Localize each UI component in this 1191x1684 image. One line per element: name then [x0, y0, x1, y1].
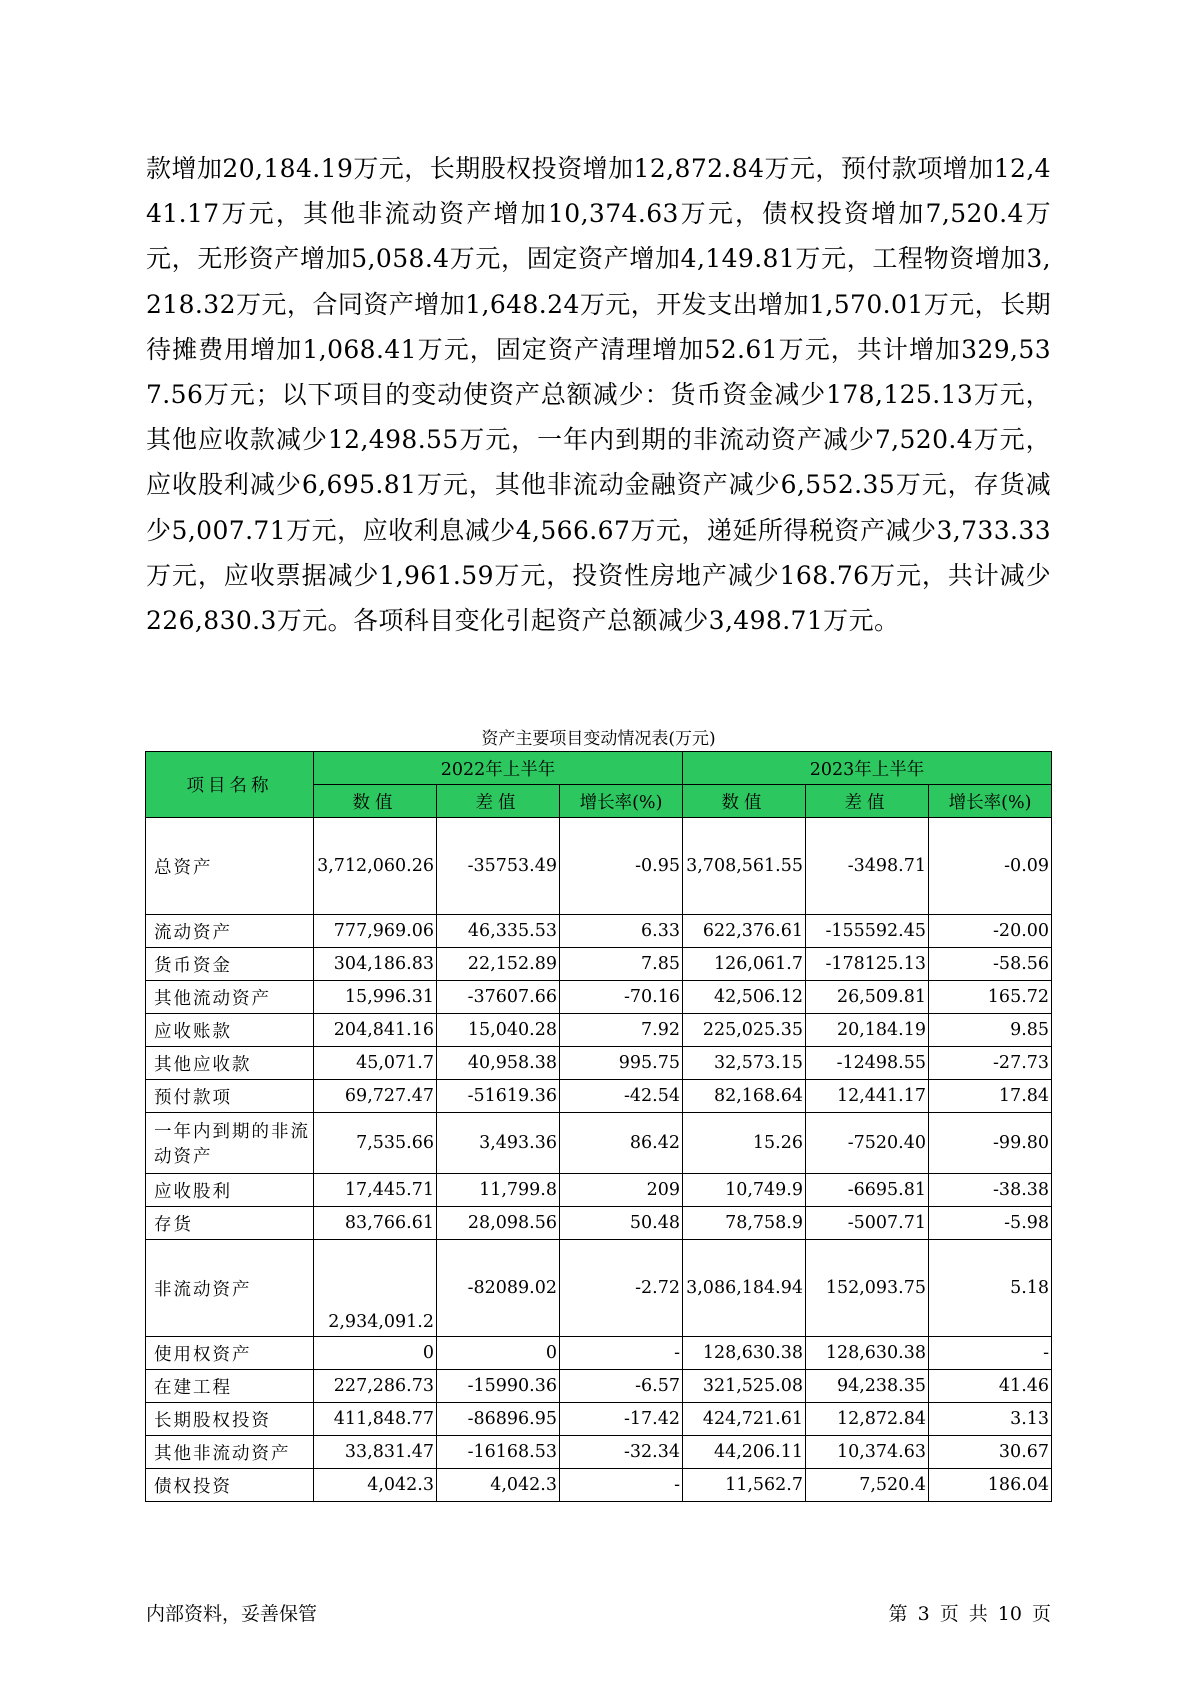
value-2023: 44,206.11 [683, 1436, 806, 1469]
value-2023: 321,525.08 [683, 1370, 806, 1403]
diff-2023: 12,872.84 [806, 1403, 929, 1436]
diff-2023: 7,520.4 [806, 1469, 929, 1502]
diff-2023: 10,374.63 [806, 1436, 929, 1469]
value-2023: 11,562.7 [683, 1469, 806, 1502]
rate-2022: -70.16 [560, 981, 683, 1014]
value-2022: 227,286.73 [314, 1370, 437, 1403]
value-2022: 17,445.71 [314, 1174, 437, 1207]
row-name: 流动资产 [146, 915, 314, 948]
diff-2023: -3498.71 [806, 818, 929, 915]
diff-2022: -16168.53 [437, 1436, 560, 1469]
rate-2023: 165.72 [929, 981, 1052, 1014]
value-2023: 225,025.35 [683, 1014, 806, 1047]
rate-2023: 17.84 [929, 1080, 1052, 1113]
value-2023: 10,749.9 [683, 1174, 806, 1207]
header-period-2022: 2022年上半年 [314, 752, 683, 785]
rate-2022: -32.34 [560, 1436, 683, 1469]
table-row [146, 1240, 1052, 1337]
row-name: 应收股利 [146, 1174, 314, 1207]
table-row [146, 1014, 1052, 1047]
diff-2023: -5007.71 [806, 1207, 929, 1240]
diff-2022: -51619.36 [437, 1080, 560, 1113]
table-row [146, 1174, 1052, 1207]
rate-2022: - [560, 1337, 683, 1370]
diff-2022: -35753.49 [437, 818, 560, 915]
table-row [146, 1113, 1052, 1174]
rate-2022: 995.75 [560, 1047, 683, 1080]
row-name: 总资产 [146, 818, 314, 915]
value-2023: 32,573.15 [683, 1047, 806, 1080]
table-row [146, 1207, 1052, 1240]
diff-2022: 40,958.38 [437, 1047, 560, 1080]
table-row [146, 818, 1052, 915]
rate-2022: 209 [560, 1174, 683, 1207]
body-paragraph: 款增加20,184.19万元，长期股权投资增加12,872.84万元，预付款项增加12,441.17万元，其他非流动资产增加10,374.63万元，债权投资增加7,520.4万元，无形资产增加5,058.4万元，固定资产增加4,149.81万元，工程物资增加3,218.32万元，合同资产增加1,648.24万元，开发支出增加1,570.01万元，长期待摊费用增加1,068.41万元，固定资产清理增加52.61万元，共计增加329,537.56万元；以下项目的变动使资产总额减少：货币资金减少178,125.13万元，其他应收款减少12,498.55万元，一年内到期的非流动资产减少7,520.4万元，应收股利减少6,695.81万元，其他非流动金融资产减少6,552.35万元，存货减少5,007.71万元，应收利息减少4,566.67万元，递延所得税资产减少3,733.33万元，应收票据减少1,961.59万元，投资性房地产减少168.76万元，共计减少226,830.3万元。各项科目变化引起资产总额减少3,498.71万元。 [146, 154, 1051, 636]
header-value-2022: 数值 [314, 785, 437, 818]
value-2022: 2,934,091.2 [314, 1240, 437, 1337]
diff-2023: -12498.55 [806, 1047, 929, 1080]
value-2022: 204,841.16 [314, 1014, 437, 1047]
rate-2022: -0.95 [560, 818, 683, 915]
value-2023: 128,630.38 [683, 1337, 806, 1370]
value-2022: 304,186.83 [314, 948, 437, 981]
row-name: 非流动资产 [146, 1240, 314, 1337]
header-diff-2022: 差值 [437, 785, 560, 818]
row-name: 长期股权投资 [146, 1403, 314, 1436]
rate-2023: 9.85 [929, 1014, 1052, 1047]
value-2023: 15.26 [683, 1113, 806, 1174]
diff-2022: -86896.95 [437, 1403, 560, 1436]
header-rate-2023: 增长率(%) [929, 785, 1052, 818]
table-row [146, 1337, 1052, 1370]
value-2023: 82,168.64 [683, 1080, 806, 1113]
row-name: 应收账款 [146, 1014, 314, 1047]
diff-2022: 4,042.3 [437, 1469, 560, 1502]
table-row [146, 981, 1052, 1014]
value-2022: 4,042.3 [314, 1469, 437, 1502]
diff-2023: 26,509.81 [806, 981, 929, 1014]
value-2022: 7,535.66 [314, 1113, 437, 1174]
header-period-2023: 2023年上半年 [683, 752, 1052, 785]
value-2023: 3,708,561.55 [683, 818, 806, 915]
diff-2022: 15,040.28 [437, 1014, 560, 1047]
row-name: 其他非流动资产 [146, 1436, 314, 1469]
rate-2023: 186.04 [929, 1469, 1052, 1502]
value-2022: 0 [314, 1337, 437, 1370]
row-name: 其他应收款 [146, 1047, 314, 1080]
row-name: 货币资金 [146, 948, 314, 981]
rate-2023: 5.18 [929, 1240, 1052, 1337]
header-item-name: 项目名称 [146, 752, 314, 818]
rate-2022: 86.42 [560, 1113, 683, 1174]
row-name: 在建工程 [146, 1370, 314, 1403]
rate-2023: -27.73 [929, 1047, 1052, 1080]
rate-2022: -2.72 [560, 1240, 683, 1337]
value-2022: 83,766.61 [314, 1207, 437, 1240]
diff-2023: 128,630.38 [806, 1337, 929, 1370]
header-rate-2022: 增长率(%) [560, 785, 683, 818]
value-2022: 33,831.47 [314, 1436, 437, 1469]
value-2023: 424,721.61 [683, 1403, 806, 1436]
row-name: 一年内到期的非流动资产 [146, 1113, 314, 1174]
diff-2023: 94,238.35 [806, 1370, 929, 1403]
rate-2022: - [560, 1469, 683, 1502]
value-2023: 622,376.61 [683, 915, 806, 948]
value-2022: 777,969.06 [314, 915, 437, 948]
diff-2022: -82089.02 [437, 1240, 560, 1337]
diff-2022: -15990.36 [437, 1370, 560, 1403]
rate-2023: -58.56 [929, 948, 1052, 981]
rate-2022: -6.57 [560, 1370, 683, 1403]
diff-2022: 0 [437, 1337, 560, 1370]
diff-2022: 28,098.56 [437, 1207, 560, 1240]
rate-2023: -38.38 [929, 1174, 1052, 1207]
diff-2022: -37607.66 [437, 981, 560, 1014]
value-2023: 126,061.7 [683, 948, 806, 981]
table-row [146, 1080, 1052, 1113]
rate-2023: -0.09 [929, 818, 1052, 915]
diff-2022: 22,152.89 [437, 948, 560, 981]
row-name: 使用权资产 [146, 1337, 314, 1370]
rate-2023: -5.98 [929, 1207, 1052, 1240]
row-name: 其他流动资产 [146, 981, 314, 1014]
rate-2023: 41.46 [929, 1370, 1052, 1403]
header-value-2023: 数值 [683, 785, 806, 818]
diff-2023: -155592.45 [806, 915, 929, 948]
value-2022: 411,848.77 [314, 1403, 437, 1436]
rate-2022: 50.48 [560, 1207, 683, 1240]
rate-2022: -17.42 [560, 1403, 683, 1436]
diff-2023: 152,093.75 [806, 1240, 929, 1337]
table-row [146, 948, 1052, 981]
diff-2022: 46,335.53 [437, 915, 560, 948]
diff-2023: 12,441.17 [806, 1080, 929, 1113]
diff-2022: 11,799.8 [437, 1174, 560, 1207]
value-2022: 15,996.31 [314, 981, 437, 1014]
diff-2023: -178125.13 [806, 948, 929, 981]
rate-2022: 6.33 [560, 915, 683, 948]
table-row [146, 1469, 1052, 1502]
value-2022: 3,712,060.26 [314, 818, 437, 915]
table-row [146, 1370, 1052, 1403]
rate-2022: -42.54 [560, 1080, 683, 1113]
diff-2023: -6695.81 [806, 1174, 929, 1207]
diff-2023: 20,184.19 [806, 1014, 929, 1047]
rate-2022: 7.92 [560, 1014, 683, 1047]
row-name: 债权投资 [146, 1469, 314, 1502]
table-row [146, 1403, 1052, 1436]
rate-2022: 7.85 [560, 948, 683, 981]
diff-2022: 3,493.36 [437, 1113, 560, 1174]
value-2023: 3,086,184.94 [683, 1240, 806, 1337]
header-diff-2023: 差值 [806, 785, 929, 818]
value-2022: 69,727.47 [314, 1080, 437, 1113]
table-caption: 资产主要项目变动情况表(万元) [481, 729, 716, 749]
page-number: 第 3 页 共 10 页 [888, 1603, 1051, 1625]
value-2022: 45,071.7 [314, 1047, 437, 1080]
value-2023: 42,506.12 [683, 981, 806, 1014]
table-row [146, 1047, 1052, 1080]
row-name: 存货 [146, 1207, 314, 1240]
rate-2023: - [929, 1337, 1052, 1370]
value-2023: 78,758.9 [683, 1207, 806, 1240]
rate-2023: -99.80 [929, 1113, 1052, 1174]
rate-2023: 30.67 [929, 1436, 1052, 1469]
asset-change-table [145, 751, 1052, 1502]
rate-2023: -20.00 [929, 915, 1052, 948]
rate-2023: 3.13 [929, 1403, 1052, 1436]
table-row [146, 915, 1052, 948]
table-row [146, 1436, 1052, 1469]
diff-2023: -7520.40 [806, 1113, 929, 1174]
row-name: 预付款项 [146, 1080, 314, 1113]
footer-confidential-note: 内部资料，妥善保管 [146, 1603, 318, 1625]
